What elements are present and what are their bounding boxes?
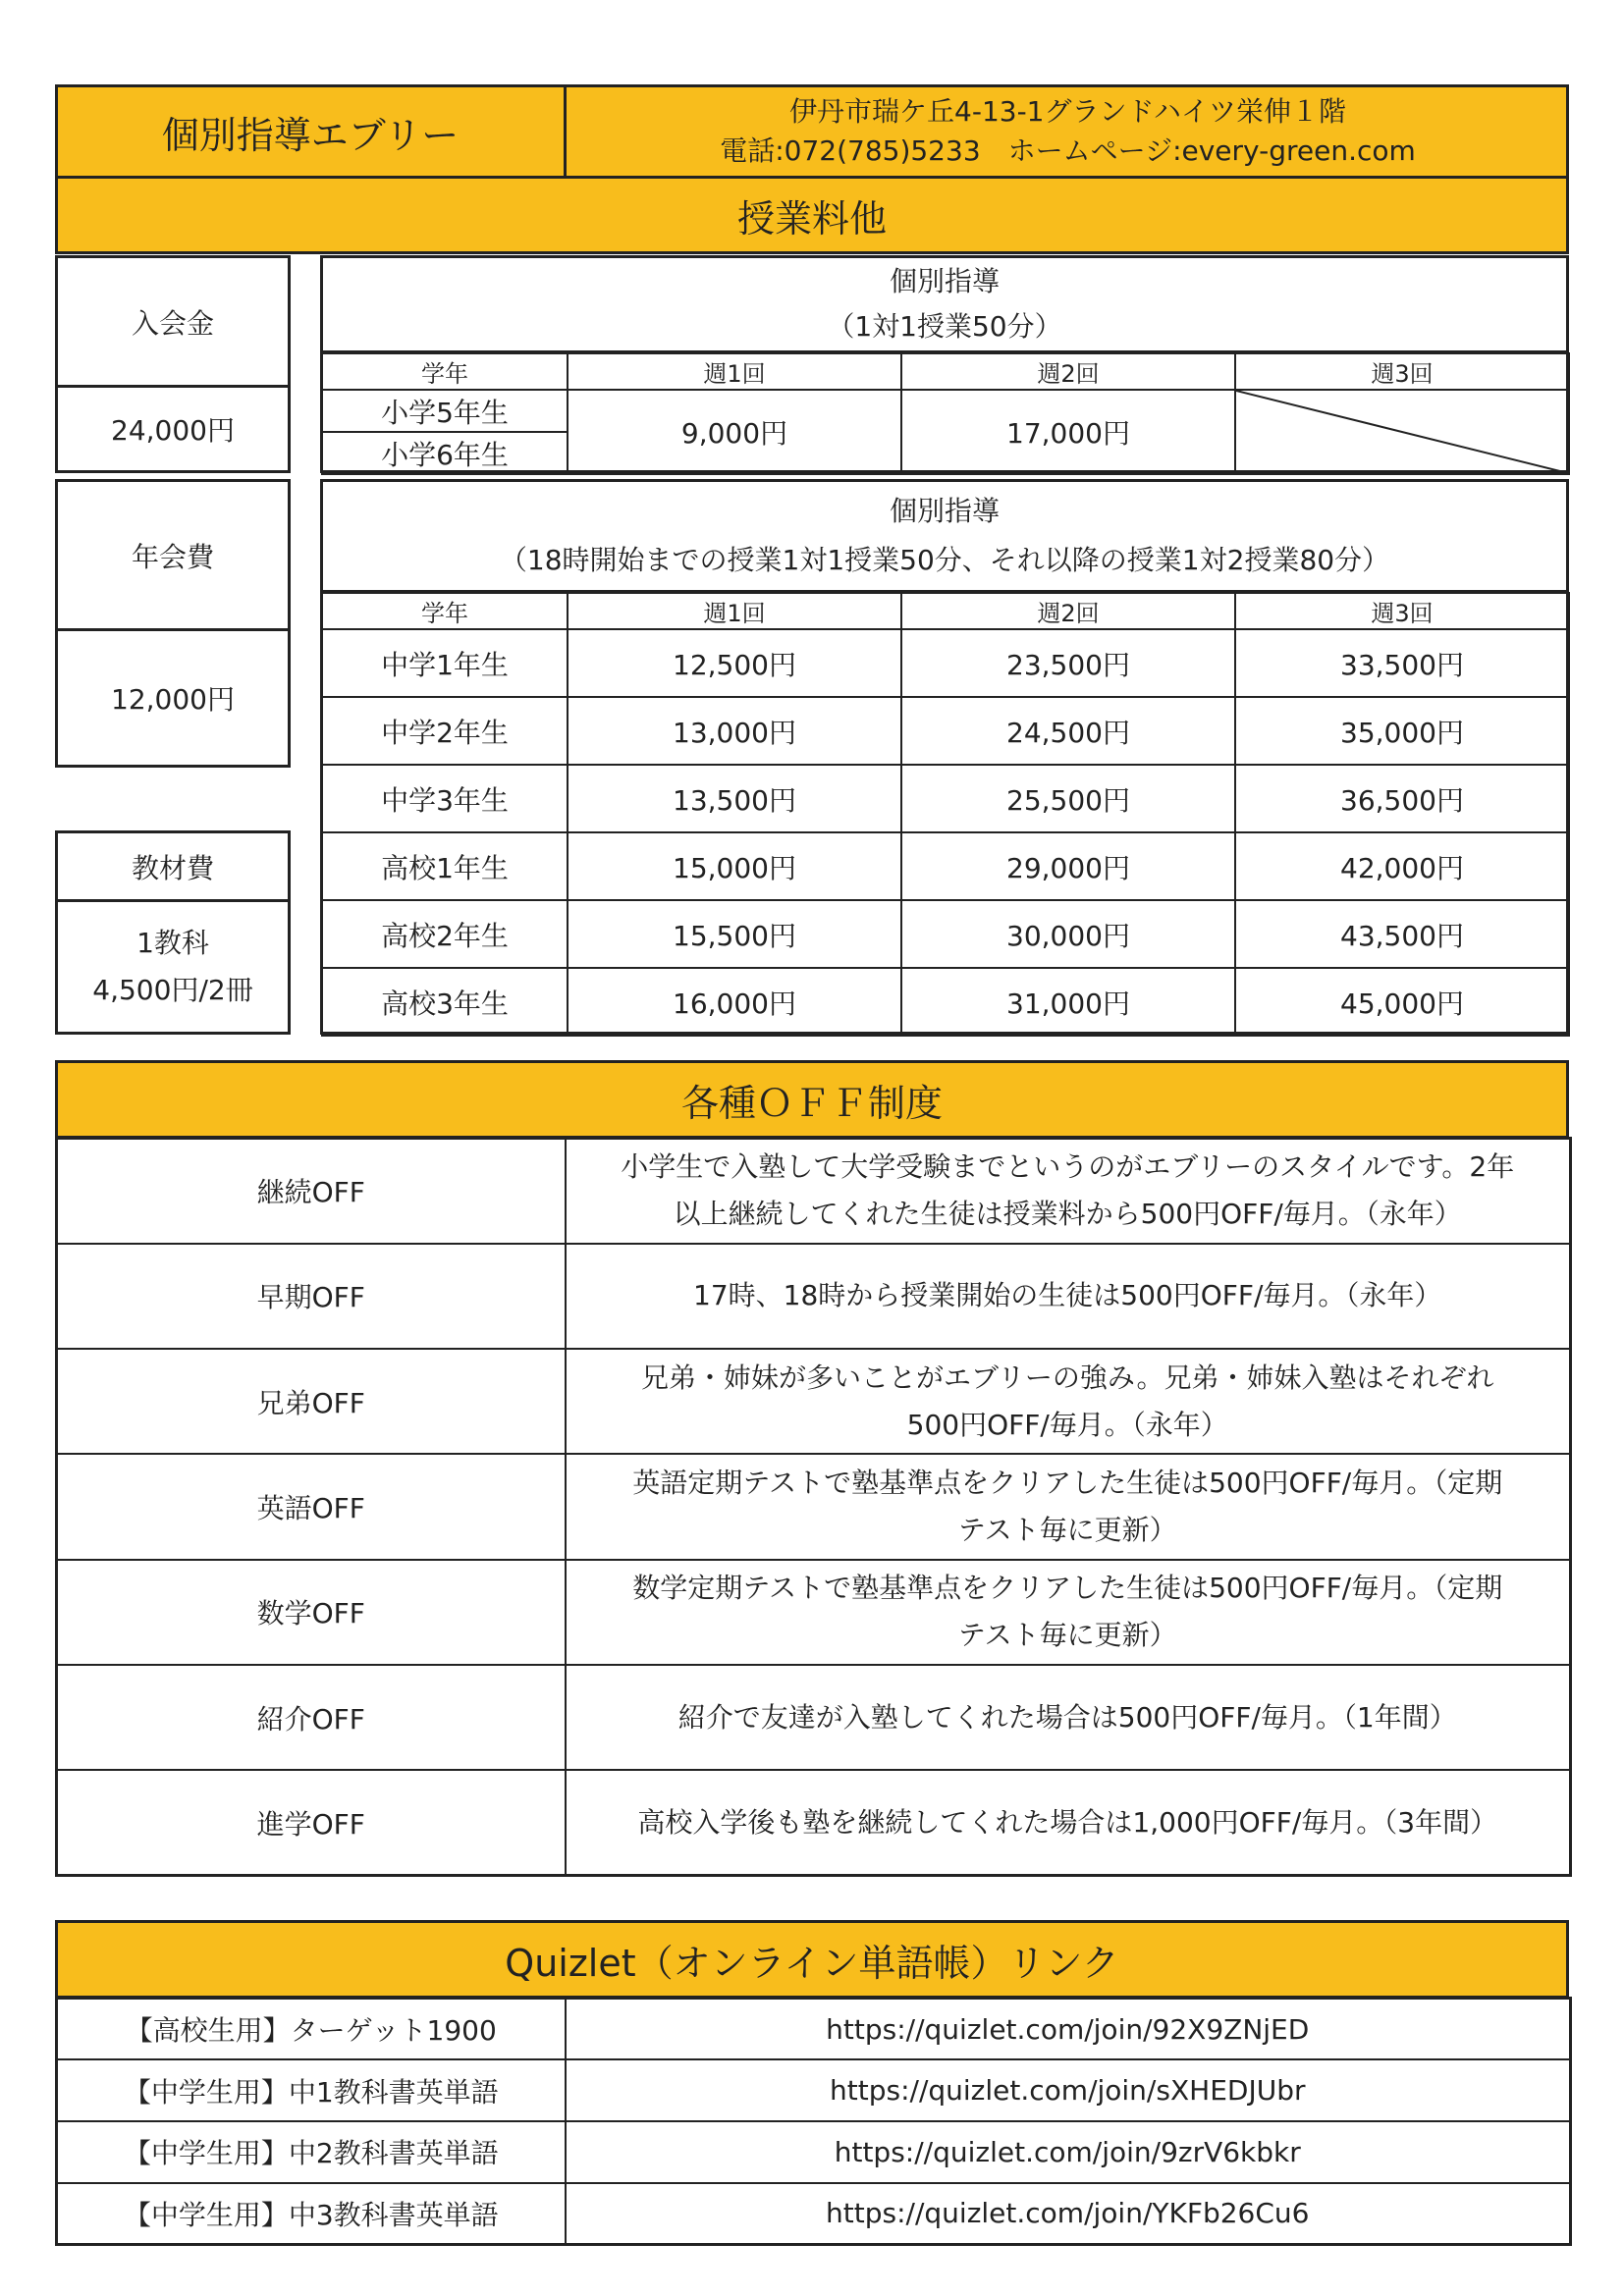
price-cell: 12,500円: [568, 629, 901, 697]
admission-fee-value-cell: [58, 388, 288, 470]
discount-description-line2: 以上継続してくれた生徒は授業料から500円OFF/毎月。（永年）: [673, 1198, 1462, 1231]
elementary-heading-line1: 個別指導: [889, 265, 1000, 297]
school-address: 伊丹市瑞ケ丘4-13-1グランドハイツ栄伸１階: [789, 95, 1346, 128]
price-cell: 25,500円: [901, 765, 1235, 832]
discount-description-line1: 17時、18時から授業開始の生徒は500円OFF/毎月。（永年）: [693, 1279, 1442, 1312]
table-row: [57, 1560, 1571, 1665]
quizlet-title-bar: [55, 1920, 1569, 1999]
col-header-week3: 週3回: [1235, 593, 1569, 629]
col-header-week1: 週1回: [568, 353, 901, 390]
grade-cell: 中学1年生: [322, 629, 568, 697]
price-cell: 35,000円: [1235, 697, 1569, 765]
col-header-week2: 週2回: [901, 593, 1235, 629]
col-header-grade: 学年: [322, 593, 568, 629]
table-row: [57, 1139, 1571, 1244]
price-cell: 30,000円: [901, 900, 1235, 968]
discounts-title-bar: [55, 1060, 1569, 1139]
table-row: [57, 1999, 1571, 2060]
admission-fee-label-cell: [58, 258, 288, 388]
elementary-heading: [323, 258, 1566, 352]
price-cell: 13,500円: [568, 765, 901, 832]
grade-cell: 小学5年生: [322, 390, 568, 432]
discounts-title: 各種ＯＦＦ制度: [680, 1081, 943, 1125]
price-cell: 43,500円: [1235, 900, 1569, 968]
col-header-grade: 学年: [322, 353, 568, 390]
price-cell: 36,500円: [1235, 765, 1569, 832]
quizlet-link-label: 【中学生用】中3教科書英単語: [57, 2183, 566, 2245]
school-contact[interactable]: 電話:072(785)5233 ホームページ:every-green.com: [720, 134, 1416, 167]
grade-cell: 高校2年生: [322, 900, 568, 968]
price-cell: 24,500円: [901, 697, 1235, 765]
quizlet-link-label: 【中学生用】中1教科書英単語: [57, 2059, 566, 2121]
table-row: [322, 900, 1569, 968]
discount-description-line1: 紹介で友達が入塾してくれた場合は500円OFF/毎月。（1年間）: [677, 1700, 1457, 1734]
discount-description-line1: 英語定期テストで塾基準点をクリアした生徒は500円OFF/毎月。（定期: [632, 1466, 1503, 1499]
school-name-text: 個別指導エブリー: [161, 113, 460, 157]
table-row: [57, 1454, 1571, 1559]
annual-fee-label: 年会費: [131, 540, 214, 573]
grade-cell: 中学3年生: [322, 765, 568, 832]
discount-description: [566, 1454, 1571, 1559]
discount-description: [566, 1560, 1571, 1665]
admission-fee-label: 入会金: [131, 306, 214, 340]
annual-fee-box: [55, 479, 291, 768]
quizlet-link-url[interactable]: https://quizlet.com/join/9zrV6kbkr: [566, 2121, 1571, 2183]
table-row: [322, 832, 1569, 900]
table-row: [57, 1244, 1571, 1349]
elementary-table: [320, 255, 1569, 473]
not-available-cell: [1235, 390, 1569, 474]
quizlet-link-url[interactable]: https://quizlet.com/join/sXHEDJUbr: [566, 2059, 1571, 2121]
annual-fee-value-cell: [58, 631, 288, 765]
secondary-price-grid: [321, 592, 1570, 1037]
material-fee-label-cell: [58, 833, 288, 902]
discount-name: 英語OFF: [57, 1454, 566, 1559]
fees-title-bar: [55, 176, 1569, 254]
col-header-week2: 週2回: [901, 353, 1235, 390]
secondary-heading-line2: （18時開始までの授業1対1授業50分、それ以降の授業1対2授業80分）: [499, 544, 1390, 576]
price-cell: 16,000円: [568, 968, 901, 1036]
grade-cell: 高校1年生: [322, 832, 568, 900]
discount-name: 早期OFF: [57, 1244, 566, 1349]
table-row: [57, 1349, 1571, 1454]
price-cell: 33,500円: [1235, 629, 1569, 697]
quizlet-link-label: 【中学生用】中2教科書英単語: [57, 2121, 566, 2183]
quizlet-links-table: [55, 1997, 1572, 2246]
grade-cell: 小学6年生: [322, 432, 568, 474]
discount-name: 進学OFF: [57, 1770, 566, 1875]
grade-cell: 中学2年生: [322, 697, 568, 765]
table-row: [57, 2059, 1571, 2121]
table-row: [322, 697, 1569, 765]
material-fee-label: 教材費: [131, 851, 214, 884]
col-header-week3: 週3回: [1235, 353, 1569, 390]
discount-description: [566, 1244, 1571, 1349]
discount-description-line2: 500円OFF/毎月。（永年）: [906, 1408, 1228, 1441]
secondary-heading-line1: 個別指導: [889, 495, 1000, 527]
elementary-price-grid: [321, 352, 1570, 475]
quizlet-link-url[interactable]: https://quizlet.com/join/YKFb26Cu6: [566, 2183, 1571, 2245]
discount-name: 数学OFF: [57, 1560, 566, 1665]
discount-description-line2: テスト毎に更新）: [957, 1513, 1177, 1546]
material-fee-value-line1: 1教科: [136, 927, 209, 959]
discount-name: 継続OFF: [57, 1139, 566, 1244]
price-cell: 15,000円: [568, 832, 901, 900]
school-name: [55, 84, 566, 179]
price-cell: 45,000円: [1235, 968, 1569, 1036]
discount-description: [566, 1770, 1571, 1875]
table-row: [57, 1770, 1571, 1875]
price-cell: 13,000円: [568, 697, 901, 765]
discount-description-line2: テスト毎に更新）: [957, 1619, 1177, 1652]
material-fee-value-line2: 4,500円/2冊: [92, 974, 253, 1006]
discounts-table: [55, 1137, 1572, 1877]
discount-description-line1: 高校入学後も塾を継続してくれた場合は1,000円OFF/毎月。（3年間）: [637, 1805, 1498, 1839]
table-row: [322, 765, 1569, 832]
table-row: [57, 2183, 1571, 2245]
discount-description-line1: 兄弟・姉妹が多いことがエブリーの強み。兄弟・姉妹入塾はそれぞれ: [640, 1361, 1494, 1394]
price-cell: 15,500円: [568, 900, 901, 968]
table-row: [57, 2121, 1571, 2183]
quizlet-title: Quizlet（オンライン単語帳）リンク: [505, 1941, 1119, 1985]
discount-name: 兄弟OFF: [57, 1349, 566, 1454]
price-cell: 17,000円: [901, 390, 1235, 474]
price-cell: 9,000円: [568, 390, 901, 474]
table-row: [57, 1665, 1571, 1770]
quizlet-link-label: 【高校生用】ターゲット1900: [57, 1999, 566, 2060]
diagonal-slash-icon: [1236, 391, 1568, 473]
secondary-heading: [323, 482, 1566, 592]
price-cell: 23,500円: [901, 629, 1235, 697]
col-header-week1: 週1回: [568, 593, 901, 629]
price-cell: 31,000円: [901, 968, 1235, 1036]
admission-fee-box: [55, 255, 291, 473]
discount-description: [566, 1139, 1571, 1244]
discount-description-line1: 小学生で入塾して大学受験までというのがエブリーのスタイルです。2年: [621, 1150, 1515, 1184]
fees-title: 授業料他: [736, 196, 887, 240]
quizlet-link-url[interactable]: https://quizlet.com/join/92X9ZNjED: [566, 1999, 1571, 2060]
discount-description: [566, 1349, 1571, 1454]
annual-fee-value: 12,000円: [111, 683, 235, 716]
elementary-heading-line2: （1対1授業50分）: [827, 310, 1062, 343]
price-cell: 42,000円: [1235, 832, 1569, 900]
admission-fee-value: 24,000円: [111, 414, 235, 447]
annual-fee-label-cell: [58, 482, 288, 631]
grade-cell: 高校3年生: [322, 968, 568, 1036]
material-fee-value-cell: [58, 902, 288, 1032]
material-fee-box: [55, 830, 291, 1035]
discount-description-line1: 数学定期テストで塾基準点をクリアした生徒は500円OFF/毎月。（定期: [632, 1572, 1503, 1605]
secondary-table: [320, 479, 1569, 1035]
table-row: [322, 629, 1569, 697]
discount-description: [566, 1665, 1571, 1770]
table-row: [322, 968, 1569, 1036]
discount-name: 紹介OFF: [57, 1665, 566, 1770]
price-cell: 29,000円: [901, 832, 1235, 900]
header-contact-block: [567, 84, 1569, 179]
